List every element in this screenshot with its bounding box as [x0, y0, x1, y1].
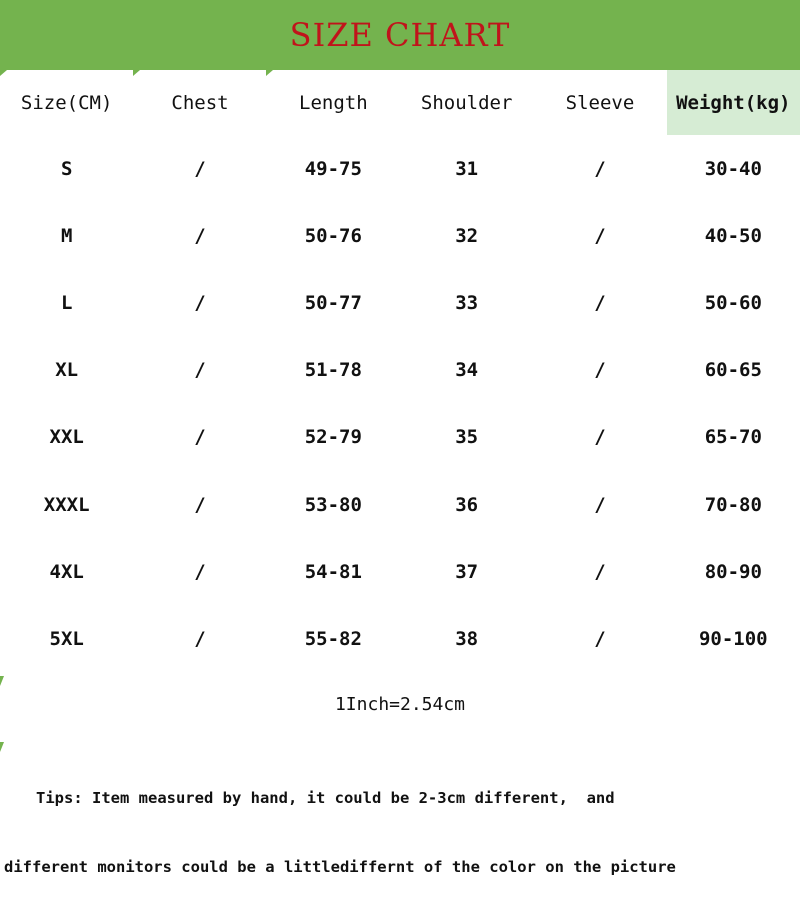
cell-shoulder: 38	[455, 627, 479, 650]
cell-weight: 65-70	[704, 426, 762, 449]
conversion-note: 1Inch=2.54cm	[334, 694, 466, 715]
cell-chest: /	[194, 291, 206, 314]
title-bar	[0, 0, 800, 70]
cell-length: 50-76	[304, 224, 362, 247]
table-header-row	[0, 70, 800, 135]
cell-chest: /	[194, 493, 206, 516]
cell-weight: 30-40	[704, 157, 762, 180]
table-row	[0, 538, 800, 605]
corner-mark	[0, 676, 4, 686]
cell-size: S	[60, 157, 73, 180]
column-header-shoulder: Shoulder	[420, 91, 513, 114]
cell-weight: 60-65	[704, 359, 762, 382]
cell-weight: 80-90	[704, 560, 762, 583]
cell-length: 53-80	[304, 493, 362, 516]
table-row	[0, 202, 800, 269]
cell-weight: 90-100	[698, 627, 768, 650]
cell-sleeve: /	[594, 560, 606, 583]
cell-length: 49-75	[304, 157, 362, 180]
tips-text	[0, 741, 800, 902]
cell-sleeve: /	[594, 359, 606, 382]
cell-size: 5XL	[49, 627, 84, 650]
cell-sleeve: /	[594, 291, 606, 314]
cell-size: XXXL	[43, 493, 90, 516]
column-header-chest: Chest	[171, 91, 229, 114]
cell-shoulder: 37	[455, 560, 479, 583]
cell-sleeve: /	[594, 627, 606, 650]
cell-sleeve: /	[594, 157, 606, 180]
table-row	[0, 135, 800, 202]
cell-shoulder: 33	[455, 291, 479, 314]
table-row	[0, 404, 800, 471]
cell-weight: 40-50	[704, 224, 762, 247]
table-row	[0, 269, 800, 336]
cell-chest: /	[194, 157, 206, 180]
column-header-weight: Weight(kg)	[667, 70, 800, 135]
column-header-size: Size(CM)	[20, 91, 113, 114]
table-row	[0, 337, 800, 404]
cell-length: 51-78	[304, 359, 362, 382]
tips-line-2: different monitors could be a littlediffernt of the color on the picture	[4, 858, 676, 876]
cell-sleeve: /	[594, 426, 606, 449]
tips-line-1: Tips: Item measured by hand, it could be 2-3cm different, and	[36, 789, 615, 807]
page-title: SIZE CHART	[289, 16, 511, 54]
cell-shoulder: 36	[455, 493, 479, 516]
table-row	[0, 605, 800, 672]
cell-size: 4XL	[49, 560, 84, 583]
cell-shoulder: 35	[455, 426, 479, 449]
cell-length: 50-77	[304, 291, 362, 314]
cell-shoulder: 31	[455, 157, 479, 180]
table-row	[0, 471, 800, 538]
cell-sleeve: /	[594, 224, 606, 247]
cell-length: 55-82	[304, 627, 362, 650]
column-header-length: Length	[299, 91, 368, 114]
cell-weight: 50-60	[704, 291, 762, 314]
cell-size: XL	[55, 359, 79, 382]
cell-length: 54-81	[304, 560, 362, 583]
cell-chest: /	[194, 560, 206, 583]
column-header-sleeve: Sleeve	[565, 91, 635, 114]
cell-size: L	[60, 291, 73, 314]
cell-shoulder: 34	[455, 359, 479, 382]
cell-shoulder: 32	[455, 224, 479, 247]
cell-chest: /	[194, 359, 206, 382]
cell-length: 52-79	[304, 426, 362, 449]
size-table	[0, 70, 800, 673]
cell-chest: /	[194, 426, 206, 449]
cell-sleeve: /	[594, 493, 606, 516]
cell-size: XXL	[49, 426, 84, 449]
cell-chest: /	[194, 627, 206, 650]
cell-weight: 70-80	[704, 493, 762, 516]
cell-size: M	[60, 224, 73, 247]
cell-chest: /	[194, 224, 206, 247]
